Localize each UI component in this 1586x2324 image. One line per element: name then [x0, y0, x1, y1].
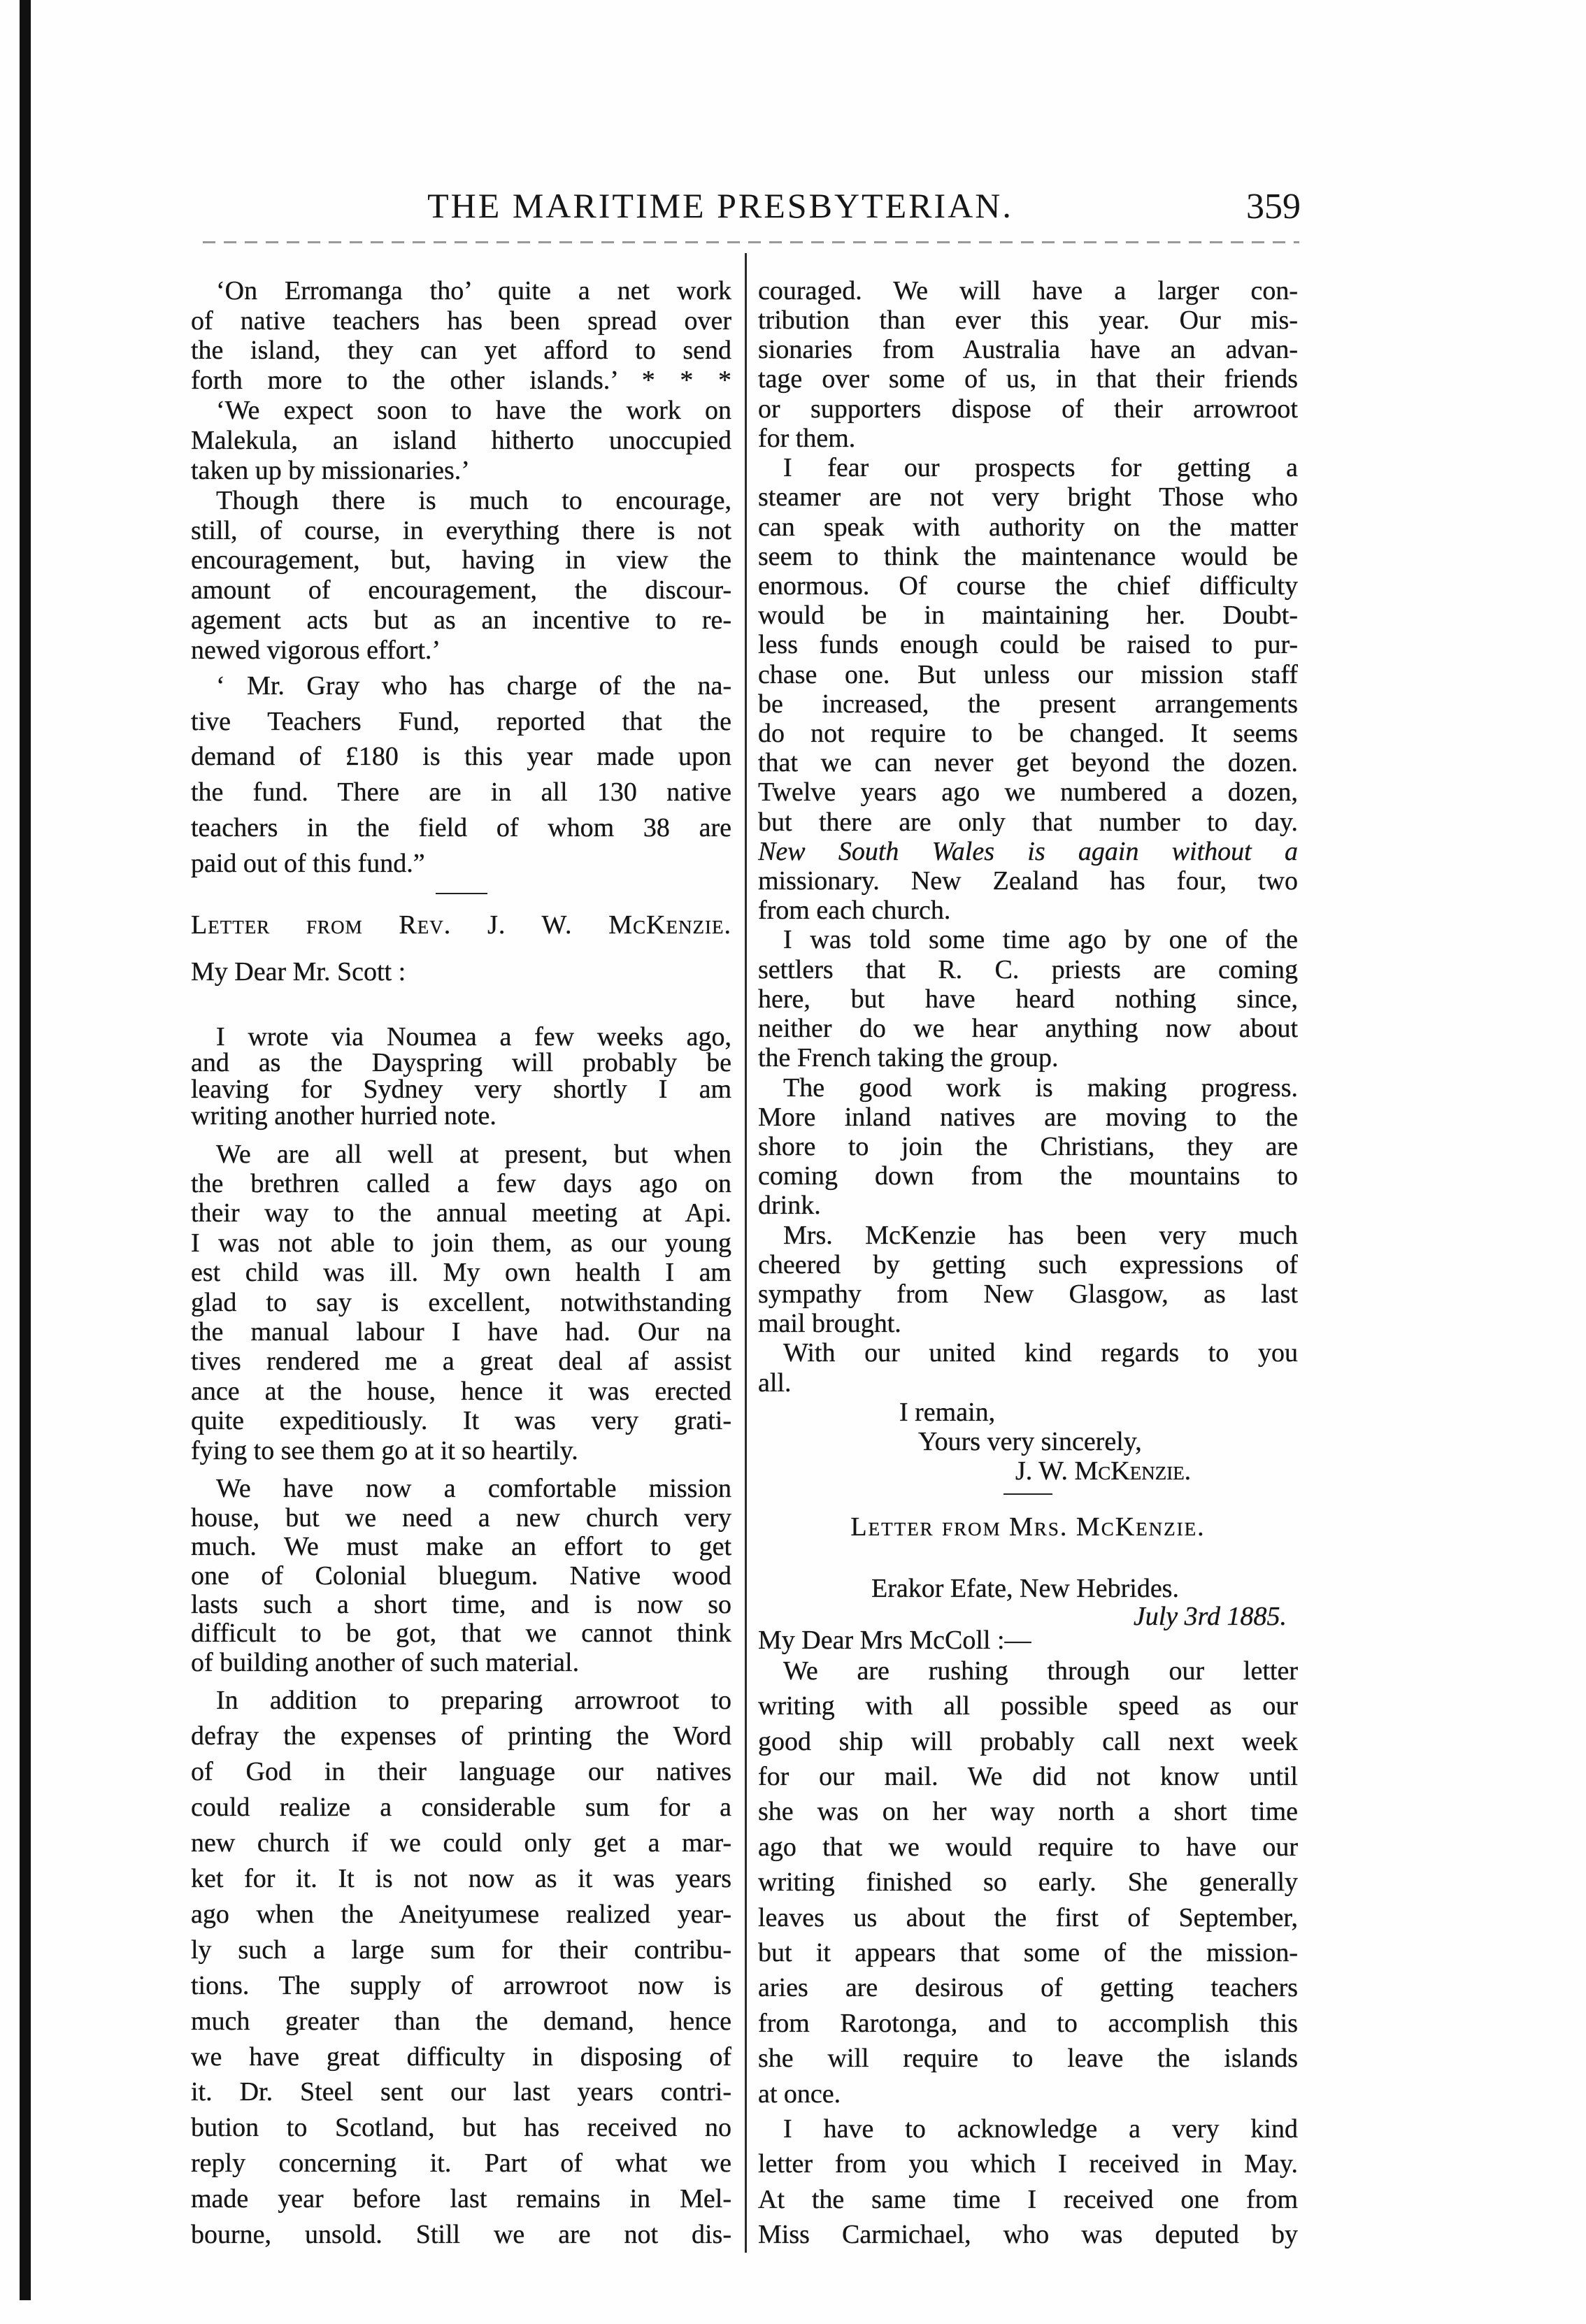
text-line: for them.	[758, 423, 856, 453]
text-line: the French taking the group.	[758, 1043, 1059, 1073]
text-line: I have to acknowledge a very kind	[783, 2114, 1298, 2144]
signoff-line: I remain,	[899, 1397, 996, 1427]
text-line: quite expeditiously. It was very grati-	[191, 1406, 731, 1436]
text-line: Mrs. McKenzie has been very much	[783, 1220, 1298, 1250]
text-line: leaves us about the first of September,	[758, 1902, 1298, 1932]
text-line: shore to join the Christians, they are	[758, 1131, 1298, 1161]
text-line: at once.	[758, 2079, 841, 2109]
signoff-line: Yours very sincerely,	[918, 1427, 1142, 1456]
text-line: More inland natives are moving to the	[758, 1102, 1298, 1132]
text-line: good ship will probably call next week	[758, 1726, 1298, 1756]
text-line: tage over some of us, in that their friends	[758, 364, 1298, 394]
text-line: drink.	[758, 1191, 821, 1221]
text-line: teachers in the field of whom 38 are	[191, 812, 731, 842]
text-line: tives rendered me a great deal af assist	[191, 1347, 731, 1377]
text-line: At the same time I received one from	[758, 2184, 1298, 2214]
text-line: or supporters dispose of their arrowroot	[758, 394, 1298, 424]
text-line: ago that we would require to have our	[758, 1832, 1298, 1862]
text-line: steamer are not very bright Those who	[758, 482, 1298, 512]
text-line: from each church.	[758, 896, 951, 926]
text-line: glad to say is excellent, notwithstanding	[191, 1287, 731, 1317]
text-line: ‘ Mr. Gray who has charge of the na-	[216, 670, 731, 701]
text-line: reply concerning it. Part of what we	[191, 2149, 731, 2179]
text-line: letter from you which I received in May.	[758, 2149, 1298, 2179]
text-line: made year before last remains in Mel-	[191, 2184, 731, 2214]
text-line: ance at the house, hence it was erected	[191, 1376, 731, 1406]
text-line: defray the expenses of printing the Word	[191, 1721, 731, 1751]
text-line: We are all well at present, but when	[216, 1139, 731, 1169]
text-line: writing another hurried note.	[191, 1101, 496, 1131]
section-rule	[1003, 1493, 1052, 1495]
text-line: of building another of such material.	[191, 1647, 580, 1677]
text-line: Miss Carmichael, who was deputed by	[758, 2220, 1298, 2250]
text-line: she was on her way north a short time	[758, 1797, 1298, 1827]
salutation-line: My Dear Mrs McColl :—	[758, 1625, 1031, 1655]
text-line: of native teachers has been spread over	[191, 306, 731, 336]
text-line: We have now a comfortable mission	[216, 1474, 731, 1504]
text-line: all.	[758, 1368, 792, 1398]
text-line: cheered by getting such expressions of	[758, 1249, 1298, 1279]
text-line: it. Dr. Steel sent our last years contri-	[191, 2077, 731, 2107]
section-rule	[436, 893, 487, 894]
text-line: we have great difficulty in disposing of	[191, 2042, 731, 2072]
text-line: paid out of this fund.”	[191, 848, 425, 878]
text-line: I fear our prospects for getting a	[783, 453, 1298, 483]
text-line: tions. The supply of arrowroot now is	[191, 1970, 731, 2000]
text-line: one of Colonial bluegum. Native wood	[191, 1561, 731, 1591]
text-line: house, but we need a new church very	[191, 1502, 731, 1533]
text-line: I wrote via Noumea a few weeks ago,	[216, 1021, 731, 1052]
text-line: the island, they can yet afford to send	[191, 336, 731, 366]
text-line: and as the Dayspring will probably be	[191, 1048, 731, 1078]
text-line: difficult to be got, that we cannot think	[191, 1619, 731, 1649]
text-line: bourne, unsold. Still we are not dis-	[191, 2220, 731, 2250]
running-head-title: THE MARITIME PRESBYTERIAN.	[427, 186, 1013, 225]
text-line: amount of encouragement, the discour-	[191, 575, 731, 605]
text-line: but it appears that some of the mission-	[758, 1938, 1298, 1967]
text-line: bution to Scotland, but has received no	[191, 2113, 731, 2143]
text-line: New South Wales is again without a	[758, 836, 1298, 866]
text-line: fying to see them go at it so heartily.	[191, 1435, 578, 1465]
text-line: sympathy from New Glasgow, as last	[758, 1279, 1298, 1309]
text-line: would be in maintaining her. Doubt-	[758, 601, 1298, 631]
text-line: for our mail. We did not know until	[758, 1762, 1298, 1791]
text-line: est child was ill. My own health I am	[191, 1258, 731, 1288]
text-line: With our united kind regards to you	[783, 1338, 1298, 1368]
text-line: much greater than the demand, hence	[191, 2006, 731, 2036]
text-line: their way to the annual meeting at Api.	[191, 1198, 731, 1228]
text-line: settlers that R. C. priests are coming	[758, 954, 1298, 984]
text-line: Twelve years ago we numbered a dozen,	[758, 777, 1298, 808]
text-line: writing with all possible speed as our	[758, 1691, 1298, 1721]
text-line: leaving for Sydney very shortly I am	[191, 1075, 731, 1105]
text-line: I was not able to join them, as our young	[191, 1228, 731, 1258]
text-line: much. We must make an effort to get	[191, 1532, 731, 1562]
text-line: she will require to leave the islands	[758, 2044, 1298, 2074]
text-line: Malekula, an island hitherto unoccupied	[191, 426, 731, 456]
text-line: can speak with authority on the matter	[758, 512, 1298, 542]
page-number: 359	[1246, 187, 1301, 227]
scan-border-bar	[20, 0, 31, 2300]
text-line: the manual labour I have had. Our na	[191, 1317, 731, 1347]
text-line: neither do we hear anything now about	[758, 1014, 1298, 1044]
text-line: missionary. New Zealand has four, two	[758, 866, 1298, 896]
text-line: ly such a large sum for their contribu-	[191, 1935, 731, 1965]
text-line: demand of £180 is this year made upon	[191, 742, 731, 772]
text-line: be increased, the present arrangements	[758, 689, 1298, 719]
text-line: ‘On Erromanga tho’ quite a net work	[216, 275, 731, 306]
text-line: encouragement, but, having in view the	[191, 545, 731, 575]
text-line: newed vigorous effort.’	[191, 635, 441, 665]
section-heading: Letter from Rev. J. W. McKenzie.	[191, 910, 731, 940]
text-line: lasts such a short time, and is now so	[191, 1590, 731, 1619]
header-rule	[203, 241, 1299, 243]
salutation-line: My Dear Mr. Scott :	[191, 957, 406, 987]
text-line: still, of course, in everything there is not	[191, 515, 731, 545]
text-line: Though there is much to encourage,	[216, 485, 731, 515]
column-divider	[745, 253, 747, 2253]
dateline-line: July 3rd 1885.	[1133, 1602, 1287, 1632]
text-line: less funds enough could be raised to pur-	[758, 630, 1298, 660]
text-line: The good work is making progress.	[783, 1073, 1298, 1103]
text-line: new church if we could only get a mar-	[191, 1828, 731, 1858]
text-line: tribution than ever this year. Our mis-	[758, 306, 1298, 335]
text-line: We are rushing through our letter	[783, 1656, 1298, 1686]
text-line: of God in their language our natives	[191, 1756, 731, 1786]
text-line: I was told some time ago by one of the	[783, 925, 1298, 955]
text-line: here, but have heard nothing since,	[758, 984, 1298, 1014]
text-line: taken up by missionaries.’	[191, 455, 470, 485]
section-heading: Letter from Mrs. McKenzie.	[850, 1512, 1206, 1542]
text-line: ‘We expect soon to have the work on	[216, 396, 731, 426]
dateline-line: Erakor Efate, New Hebrides.	[871, 1574, 1179, 1604]
text-line: that we can never get beyond the dozen.	[758, 748, 1298, 778]
text-line: forth more to the other islands.’ * * *	[191, 366, 731, 396]
text-line: In addition to preparing arrowroot to	[216, 1685, 731, 1715]
text-line: couraged. We will have a larger con-	[758, 275, 1298, 306]
text-line: coming down from the mountains to	[758, 1161, 1298, 1191]
text-line: chase one. But unless our mission staff	[758, 659, 1298, 689]
text-line: ket for it. It is not now as it was years	[191, 1863, 731, 1893]
text-line: aries are desirous of getting teachers	[758, 1973, 1298, 2003]
text-line: sionaries from Australia have an advan-	[758, 335, 1298, 365]
text-line: writing finished so early. She generally	[758, 1867, 1298, 1898]
text-line: but there are only that number to day.	[758, 807, 1298, 837]
text-line: agement acts but as an incentive to re-	[191, 605, 731, 636]
text-line: tive Teachers Fund, reported that the	[191, 706, 731, 736]
text-line: seem to think the maintenance would be	[758, 541, 1298, 571]
text-line: enormous. Of course the chief difficulty	[758, 571, 1298, 601]
signoff-line: J. W. McKenzie.	[1015, 1456, 1192, 1486]
text-line: the fund. There are in all 130 native	[191, 777, 731, 808]
text-line: do not require to be changed. It seems	[758, 718, 1298, 748]
text-line: ago when the Aneityumese realized year-	[191, 1899, 731, 1929]
text-line: mail brought.	[758, 1309, 901, 1339]
text-line: could realize a considerable sum for a	[191, 1792, 731, 1822]
text-line: from Rarotonga, and to accomplish this	[758, 2008, 1298, 2038]
text-line: the brethren called a few days ago on	[191, 1169, 731, 1198]
